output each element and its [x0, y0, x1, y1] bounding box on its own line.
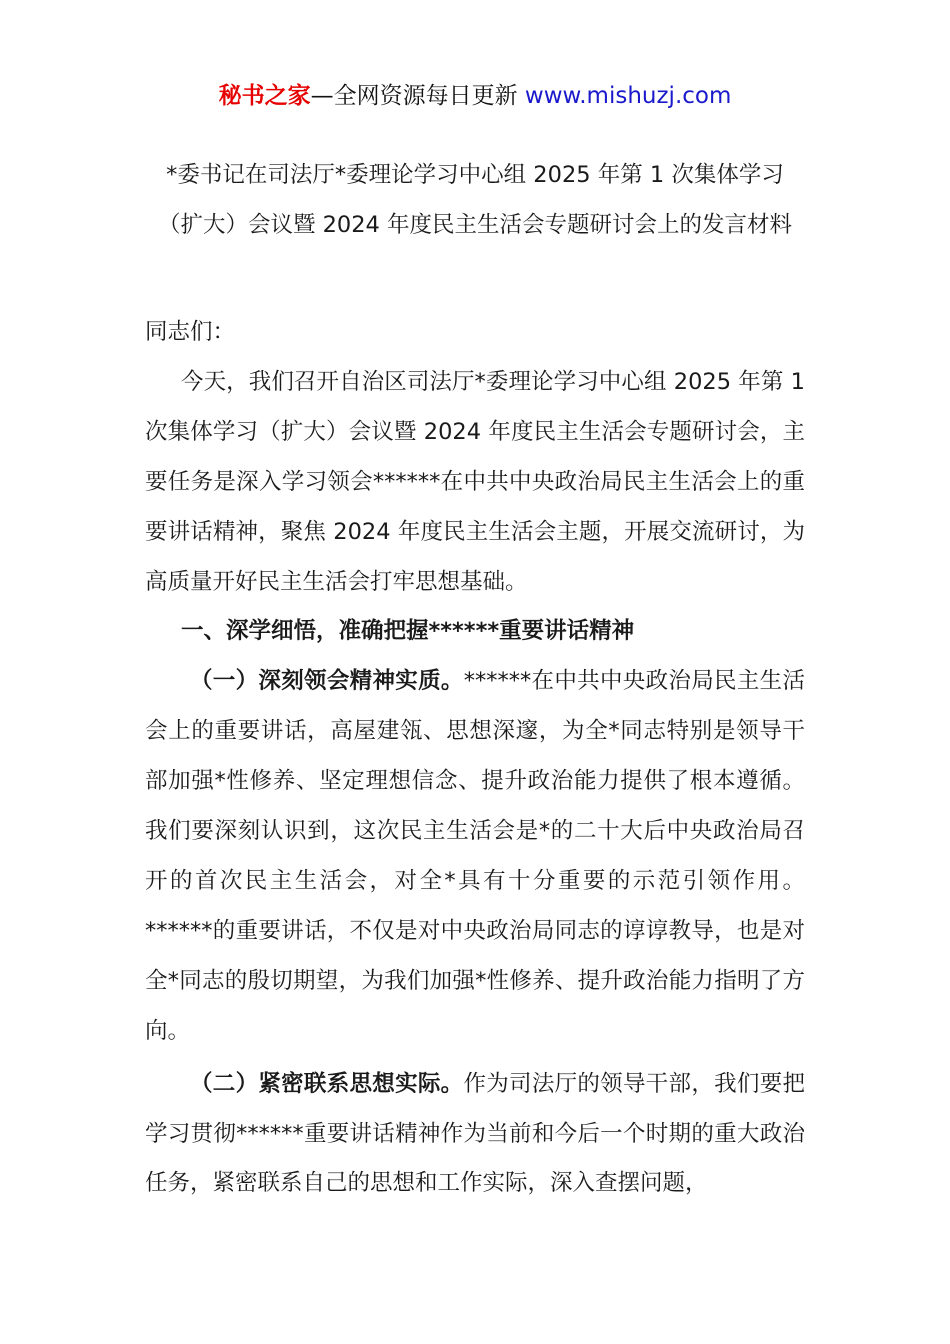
paragraph-1-text: ******在中共中央政治局民主生活会上的重要讲话，高屋建瓴、思想深邃，为全*同志特别是领导干部加强*性修养、坚定理想信念、提升政治能力提供了根本遵循。我们要深刻认识到，这次民主生活会是*的二十大后中央政治局召开的首次民主生活会，对全*具有十分重要的示范引领作用。******的重要讲话，不仅是对中央政治局同志的谆谆教导，也是对全*同志的殷切期望，为我们加强*性修养、提升政治能力指明了方向。	[145, 668, 805, 1044]
document-title: *委书记在司法厅*委理论学习中心组 2025 年第 1 次集体学习（扩大）会议暨 2024 年度民主生活会专题研讨会上的发言材料	[157, 162, 793, 238]
paragraph-2-title: （二）紧密联系思想实际。	[190, 1070, 464, 1097]
site-brand: 秘书之家	[218, 83, 311, 109]
document-body	[145, 308, 805, 1209]
site-url-link[interactable]: www.mishuzj.com	[524, 83, 732, 109]
paragraph-2-text: 作为司法厅的领导干部，我们要把学习贯彻******重要讲话精神作为当前和今后一个时期的重大政治任务，紧密联系自己的思想和工作实际，深入查摆问题，	[145, 1070, 805, 1197]
section-heading: 一、深学细悟，准确把握******重要讲话精神	[181, 618, 635, 645]
salutation: 同志们：	[145, 319, 236, 345]
paragraph-2	[145, 1060, 805, 1210]
intro-paragraph: 今天，我们召开自治区司法厅*委理论学习中心组 2025 年第 1 次集体学习（扩大）会议暨 2024 年度民主生活会专题研讨会，主要任务是深入学习领会******在中共中央政治局民主生活会上的重要讲话精神，聚焦 2024 年度民主生活会主题，开展交流研讨，为高质量开好民主生活会打牢思想基础。	[145, 368, 805, 595]
site-tagline: —全网资源每日更新	[310, 83, 518, 109]
paragraph-1-title: （一）深刻领会精神实质。	[190, 668, 464, 695]
site-header	[0, 80, 950, 112]
paragraph-1	[145, 657, 805, 1056]
